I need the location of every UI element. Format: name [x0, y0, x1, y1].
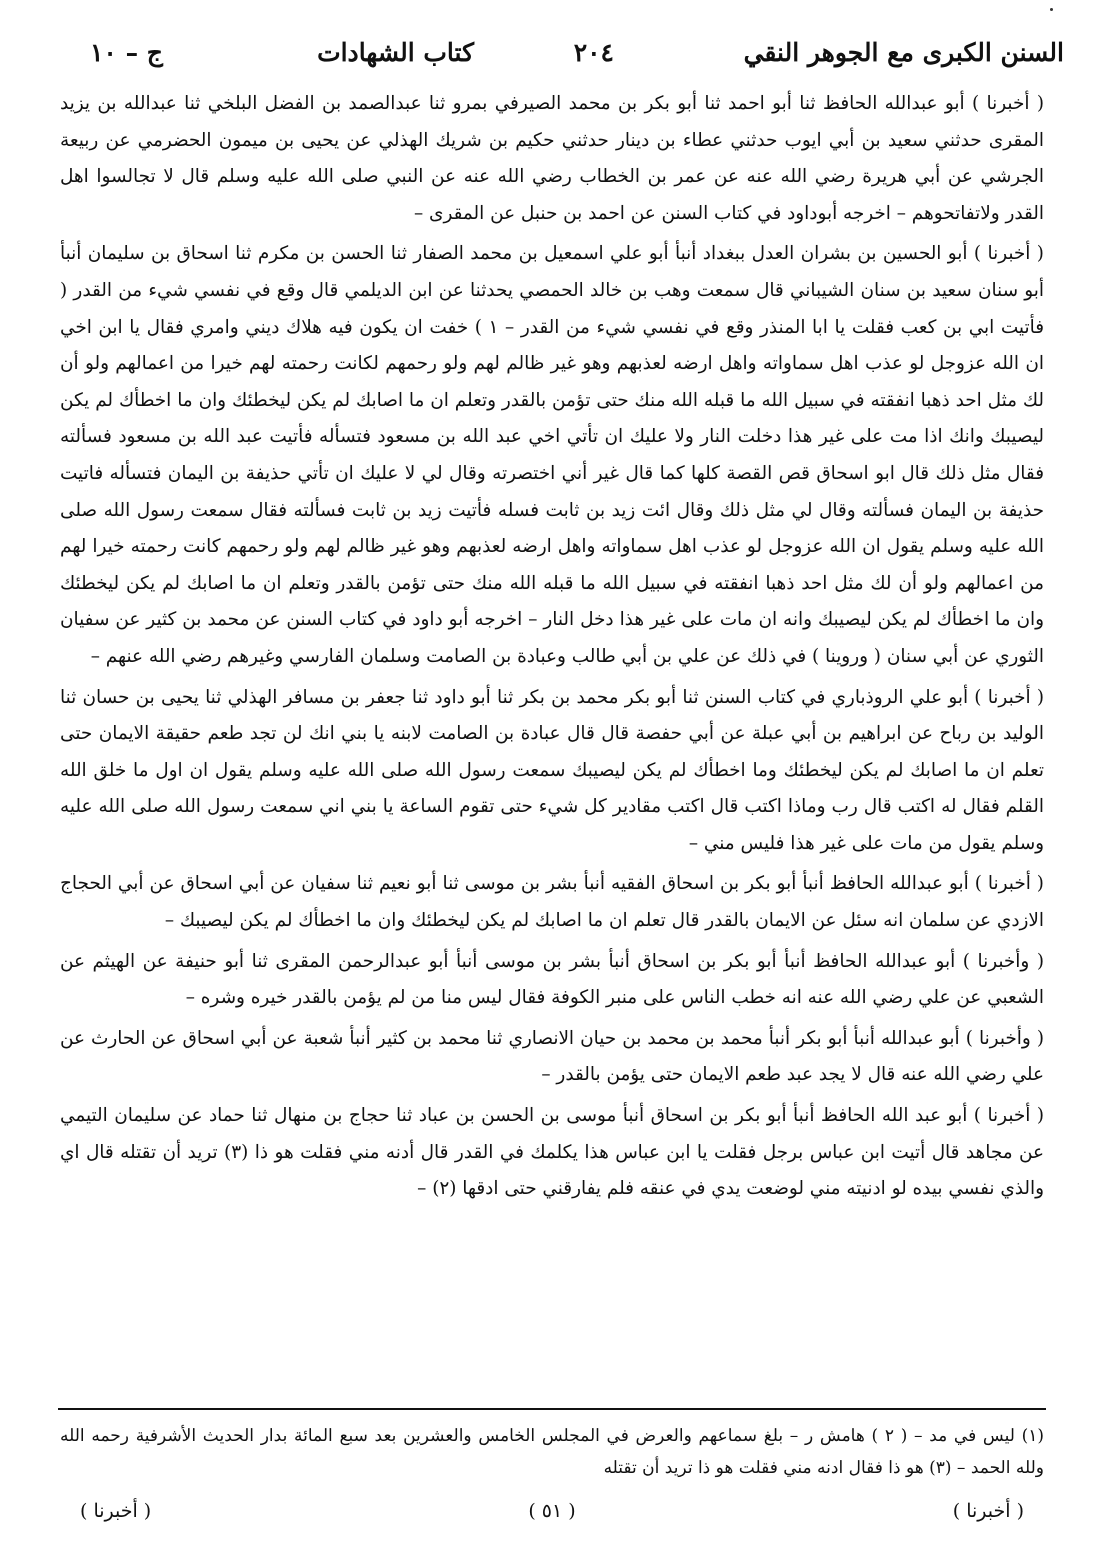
main-text: [60, 86, 1044, 1212]
paragraph: ( وأخبرنا ) أبو عبدالله أنبأ أبو بكر أنبأ محمد بن محمد بن حيان الانصاري ثنا محمد بن كثير أنبأ شعبة عن أبي اسحاق عن الحارث عن علي رضي الله عنه قال لا يجد عبد طعم الايمان حتى يؤمن بالقدر –: [60, 1027, 1044, 1086]
page-header: [90, 38, 1064, 78]
page-footer: [80, 1500, 1024, 1534]
paragraph: ( أخبرنا ) أبو الحسين بن بشران العدل ببغداد أنبأ أبو علي اسمعيل بن محمد الصفار ثنا الحسن بن مكرم ثنا اسحاق بن سليمان أنبأ أبو سنان سعيد بن سنان الشيباني قال سمعت وهب بن خالد الحمصي يحدثنا عن ابن الديلمي قال وقع في نفسي شيء من القدر ( فأتيت ابي بن كعب فقلت يا ابا المنذر وقع في نفسي شيء من القدر – ١ ) خفت ان يكون فيه هلاك ديني وامري فقال يا ابن اخي ان الله عزوجل لو عذب اهل سماواته واهل ارضه لعذبهم وهو غير ظالم لهم ولو رحمهم لكانت رحمته لهم خيرا من اعمالهم ولو أن لك مثل احد ذهبا انفقته في سبيل الله ما قبله الله منك حتى تؤمن بالقدر وتعلم ان ما اصابك لم يكن ليخطئك وان ما اخطأك لم يكن ليصيبك وانك اذا مت على غير هذا دخلت النار ولا عليك ان تأتي اخي عبد الله بن مسعود فتسأله فأتيت عبد الله بن مسعود فسألته فقال مثل ذلك قال ابو اسحاق قص القصة كلها كما قال غير أني اختصرته وقال لي لا عليك ان تأتي حذيفة بن اليمان فتسأله فاتيت حذيفة بن اليمان فسألته وقال لي مثل ذلك وقال ائت زيد بن ثابت فسله فأتيت زيد بن ثابت فسألته فقال سمعت رسول الله صلى الله عليه وسلم يقول ان الله عزوجل لو عذب اهل سماواته واهل ارضه لعذبهم وهو غير ظالم لهم ولو رحمهم كانت رحمته خيرا لهم من اعمالهم ولو أن لك مثل احد ذهبا انفقته في سبيل الله ما قبله الله منك حتى تؤمن بالقدر وتعلم ان ما اصابك لم يكن ليخطئك وان ما اخطأك لم يكن ليصيبك وانه ان مات على غير هذا دخل النار – اخرجه أبو داود في كتاب السنن عن محمد بن كثير عن سفيان الثوري عن أبي سنان ( وروينا ) في ذلك عن علي بن أبي طالب وعبادة بن الصامت وسلمان الفارسي وغيرهم رضي الله عنهم –: [60, 243, 1044, 667]
paragraph: ( أخبرنا ) أبو عبدالله الحافظ ثنا أبو احمد ثنا أبو بكر بن محمد الصيرفي بمرو ثنا عبدالصمد بن الفضل البلخي ثنا عبدالله بن يزيد المقرى حدثني سعيد بن أبي ايوب حدثني عطاء بن دينار حدثني حكيم بن شريك الهذلي عن يحيى بن ميمون الحضرمي عن ربيعة الجرشي عن أبي هريرة رضي الله عنه عن عمر بن الخطاب رضي الله عنه عن النبي صلى الله عليه وسلم قال لا تجالسوا اهل القدر ولاتفاتحوهم – اخرجه أبوداود في كتاب السنن عن احمد بن حنبل عن المقرى –: [60, 93, 1044, 224]
footnote-divider: [58, 1408, 1046, 1410]
paragraph: ( أخبرنا ) أبو عبدالله الحافظ أنبأ أبو بكر بن اسحاق الفقيه أنبأ بشر بن موسى ثنا أبو نعيم ثنا سفيان عن أبي اسحاق عن أبي الحجاج الازدي عن سلمان انه سئل عن الايمان بالقدر قال تعلم ان ما اصابك لم يكن ليخطئك وان ما اخطأك لم يكن ليصيبك –: [60, 873, 1044, 932]
footnotes: (١) ليس في مد – ( ٢ ) هامش ر – بلغ سماعهم والعرض في المجلس الخامس والعشرين بعد سبع المائة بدار الحديث الأشرفية رحمه الله ولله الحمد – (٣) هو ذا فقال ادنه مني فقلت هو ذا تريد أن تقتله: [60, 1426, 1045, 1478]
catchword-left: ( أخبرنا ): [80, 1500, 152, 1522]
volume-number: ج – ١٠: [90, 38, 163, 67]
book-title: السنن الكبرى مع الجوهر النقي: [743, 38, 1064, 67]
paragraph: ( وأخبرنا ) أبو عبدالله الحافظ أنبأ أبو بكر بن اسحاق أنبأ بشر بن موسى أنبأ أبو عبدالرحمن المقرى ثنا أبو حنيفة عن الهيثم عن الشعبي عن علي رضي الله عنه انه خطب الناس على منبر الكوفة فقال ليس منا من لم يؤمن بالقدر خيره وشره –: [60, 950, 1044, 1009]
sheet-number: ( ٥١ ): [528, 1500, 576, 1522]
paragraph: ( أخبرنا ) أبو علي الروذباري في كتاب السنن ثنا أبو بكر محمد بن بكر ثنا أبو داود ثنا جعفر بن مسافر الهذلي ثنا يحيى بن حسان ثنا الوليد بن رباح عن ابراهيم بن أبي عبلة عن أبي حفصة قال قال عبادة بن الصامت لابنه يا بني انك لن تجد طعم حقيقة الايمان حتى تعلم ان ما اصابك لم يكن ليخطئك وما اخطأك لم يكن ليصيبك سمعت رسول الله صلى الله عليه وسلم يقول ان اول ما خلق الله القلم فقال له اكتب قال رب وماذا اكتب قال اكتب مقادير كل شيء حتى تقوم الساعة يا بني اني سمعت رسول الله صلى الله عليه وسلم يقول من مات على غير هذا فليس مني –: [60, 686, 1044, 854]
paragraph: ( أخبرنا ) أبو عبد الله الحافظ أنبأ أبو بكر بن اسحاق أنبأ موسى بن الحسن بن عباد ثنا حجاج بن منهال ثنا حماد عن سليمان التيمي عن مجاهد قال أتيت ابن عباس برجل فقلت يا ابن عباس هذا يكلمك في القدر قال أدنه مني فقلت هو ذا (٣) تريد أن تقتله قال اي والذي نفسي بيده لو ادنيته مني لوضعت يدي في عنقه فلم يفارقني حتى ادقها (٢) –: [60, 1105, 1044, 1200]
chapter-title: كتاب الشهادات: [317, 38, 474, 67]
scan-speck: [1050, 8, 1053, 11]
catchword-right: ( أخبرنا ): [952, 1500, 1024, 1522]
page-number: ٢٠٤: [573, 38, 614, 67]
